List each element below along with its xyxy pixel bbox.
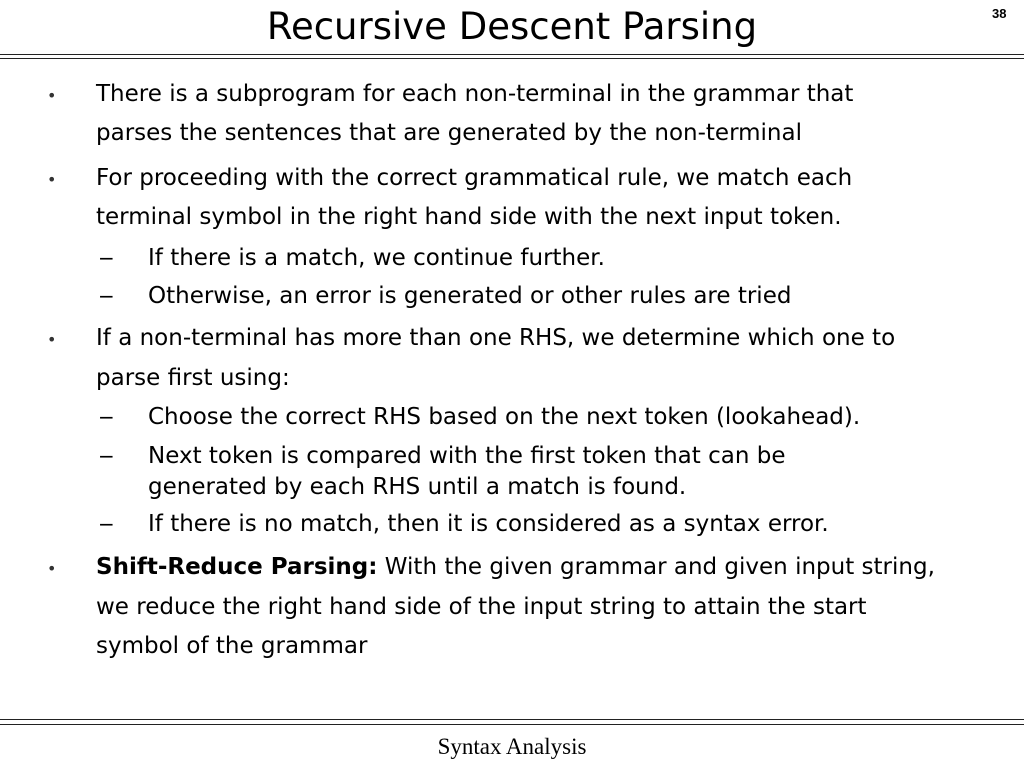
bullet-4-line-3: symbol of the grammar [96, 633, 368, 659]
bullet-4-line-2: we reduce the right hand side of the input string to attain the start [96, 594, 867, 620]
bullet-marker: • [47, 330, 57, 349]
sub-bullet-3-2-line-1: Next token is compared with the first token that can be [148, 443, 786, 469]
sub-bullet-marker: − [98, 284, 115, 308]
sub-bullet-2-2: Otherwise, an error is generated or other rules are tried [148, 283, 792, 309]
bullet-2-line-2: terminal symbol in the right hand side with the next input token. [96, 204, 842, 230]
bullet-marker: • [47, 86, 57, 105]
sub-bullet-marker: − [98, 246, 115, 270]
bullet-3-line-2: parse first using: [96, 365, 290, 391]
slide-number: 38 [992, 6, 1007, 21]
bullet-1-line-1: There is a subprogram for each non-terminal in the grammar that [96, 81, 854, 107]
bullet-marker: • [47, 559, 57, 578]
bullet-2-line-1: For proceeding with the correct grammatical rule, we match each [96, 165, 853, 191]
bullet-4-line-1 [96, 548, 1001, 587]
sub-bullet-marker: − [98, 405, 115, 429]
bullet-marker: • [47, 170, 57, 189]
bullet-4-line-1-rest: With the given grammar and given input string, [377, 554, 935, 580]
sub-bullet-marker: − [98, 512, 115, 536]
footer-rule-top [0, 719, 1024, 720]
footer-rule-bottom [0, 724, 1024, 725]
sub-bullet-2-1: If there is a match, we continue further. [148, 245, 605, 271]
sub-bullet-3-1: Choose the correct RHS based on the next token (lookahead). [148, 404, 861, 430]
sub-bullet-3-2-line-2: generated by each RHS until a match is found. [148, 474, 687, 500]
slide-footer: Syntax Analysis [437, 734, 587, 759]
bullet-1-line-2: parses the sentences that are generated by the non-terminal [96, 120, 802, 146]
slide-title: Recursive Descent Parsing [266, 5, 758, 48]
bold-lead-term: Shift-Reduce Parsing: [96, 554, 378, 580]
sub-bullet-3-3: If there is no match, then it is considered as a syntax error. [148, 511, 829, 537]
bullet-3-line-1: If a non-terminal has more than one RHS, we determine which one to [96, 325, 896, 351]
sub-bullet-marker: − [98, 444, 115, 468]
